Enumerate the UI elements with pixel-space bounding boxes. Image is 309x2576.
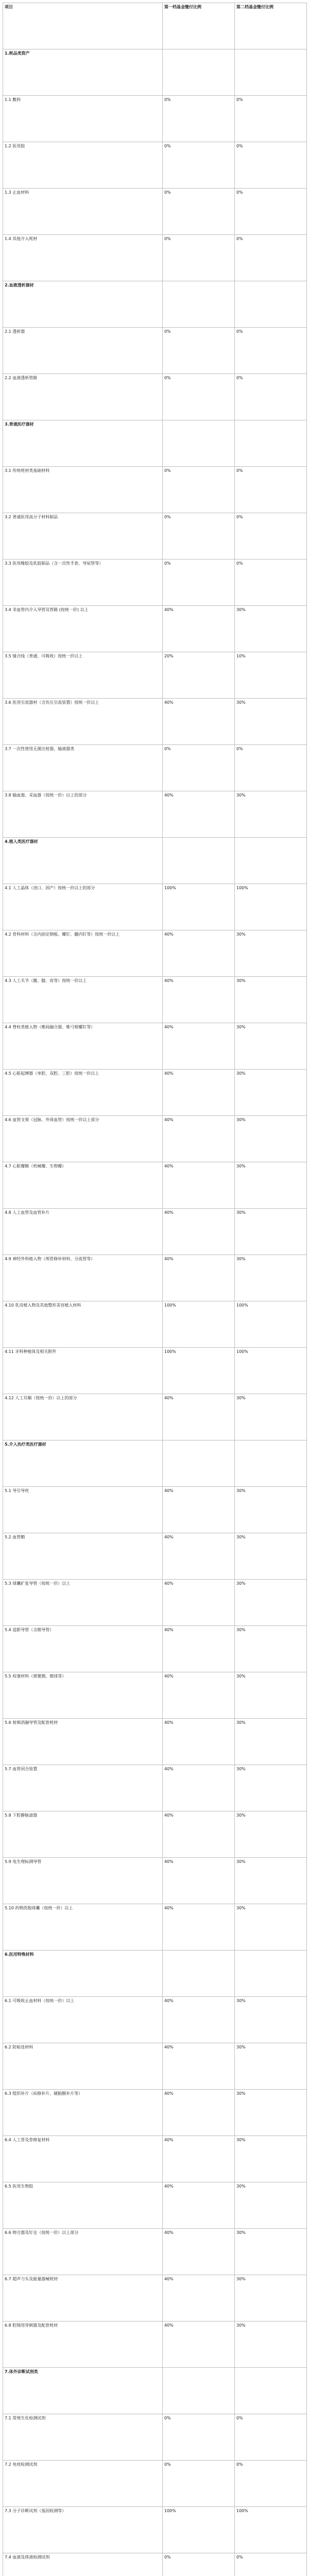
first-tier-cell xyxy=(163,2368,235,2414)
second-tier-cell: 30% xyxy=(235,1580,307,1626)
section-row xyxy=(3,2368,307,2414)
table-row xyxy=(3,606,307,652)
second-tier-cell: 30% xyxy=(235,2090,307,2136)
first-tier-cell: 0% xyxy=(163,374,235,420)
second-tier-cell: 0% xyxy=(235,2414,307,2461)
first-tier-cell: 100% xyxy=(163,1301,235,1348)
item-cell: 5.10 药物洗脱球囊（按统一价）以上 xyxy=(3,1904,163,1951)
item-cell: 1.1 敷料 xyxy=(3,96,163,142)
table-row xyxy=(3,1997,307,2043)
first-tier-cell xyxy=(163,1951,235,1997)
first-tier-cell: 40% xyxy=(163,606,235,652)
item-cell: 1.耗品类资产 xyxy=(3,49,163,96)
first-tier-cell: 0% xyxy=(163,2414,235,2461)
section-row xyxy=(3,281,307,328)
table-row xyxy=(3,374,307,420)
second-tier-cell: 30% xyxy=(235,606,307,652)
table-row xyxy=(3,560,307,606)
second-tier-cell: 0% xyxy=(235,96,307,142)
item-cell: 5.7 血管闭合装置 xyxy=(3,1765,163,1811)
item-cell: 7.2 免疫检测试剂 xyxy=(3,2461,163,2507)
second-tier-cell xyxy=(235,420,307,467)
item-cell: 7.3 分子诊断试剂（基因检测等） xyxy=(3,2507,163,2553)
item-cell: 3.3 医用橡胶及乳胶制品（含一次性手套、导尿管等） xyxy=(3,560,163,606)
second-tier-cell: 30% xyxy=(235,699,307,745)
table-row xyxy=(3,2182,307,2229)
first-tier-cell: 100% xyxy=(163,1348,235,1394)
first-tier-cell xyxy=(163,281,235,328)
table-row xyxy=(3,1580,307,1626)
table-row xyxy=(3,2090,307,2136)
table-row xyxy=(3,745,307,791)
first-tier-cell: 40% xyxy=(163,1997,235,2043)
item-cell: 6.6 吻合器及钉仓（按统一价）以上部分 xyxy=(3,2229,163,2275)
table-row xyxy=(3,1162,307,1209)
second-tier-cell: 30% xyxy=(235,1858,307,1904)
first-tier-cell: 40% xyxy=(163,1765,235,1811)
table-row xyxy=(3,96,307,142)
first-tier-cell: 40% xyxy=(163,1070,235,1116)
item-cell: 4.10 乳房植入物及其他整形美容植入材料 xyxy=(3,1301,163,1348)
table-row xyxy=(3,1116,307,1162)
section-row xyxy=(3,49,307,96)
second-tier-cell: 0% xyxy=(235,142,307,189)
second-tier-cell: 0% xyxy=(235,560,307,606)
item-cell: 3.2 普通医用高分子材料制品 xyxy=(3,513,163,560)
item-cell: 5.9 电生理标测导管 xyxy=(3,1858,163,1904)
first-tier-cell xyxy=(163,49,235,96)
item-cell: 6.4 人工骨及骨修复材料 xyxy=(3,2136,163,2182)
second-tier-cell: 0% xyxy=(235,189,307,235)
first-tier-cell: 40% xyxy=(163,1209,235,1255)
table-row xyxy=(3,2136,307,2182)
item-cell: 3.6 医用引流器材（含负压引流装置）按统一价以上 xyxy=(3,699,163,745)
first-tier-cell: 40% xyxy=(163,2182,235,2229)
item-cell: 5.6 射频消融导管及配套耗材 xyxy=(3,1719,163,1765)
item-cell: 2.1 透析器 xyxy=(3,328,163,374)
second-tier-cell: 100% xyxy=(235,884,307,930)
second-tier-cell: 30% xyxy=(235,1023,307,1070)
first-tier-cell xyxy=(163,838,235,884)
table-row xyxy=(3,2461,307,2507)
second-tier-cell xyxy=(235,2368,307,2414)
table-row xyxy=(3,699,307,745)
table-row xyxy=(3,2043,307,2090)
item-cell: 6.医用特殊材料 xyxy=(3,1951,163,1997)
first-tier-cell: 40% xyxy=(163,1162,235,1209)
item-cell: 5.3 球囊扩张导管（按统一价）以上 xyxy=(3,1580,163,1626)
item-cell: 5.5 栓塞材料（弹簧圈、微球等） xyxy=(3,1672,163,1719)
item-cell: 3.8 输血器、采血器（按统一价）以上的部分 xyxy=(3,791,163,838)
item-cell: 1.4 其他介入耗材 xyxy=(3,235,163,281)
table-row xyxy=(3,791,307,838)
table-row xyxy=(3,1348,307,1394)
table-row xyxy=(3,1626,307,1672)
header-first-tier: 第一档基金缴付比例 xyxy=(163,3,235,49)
second-tier-cell xyxy=(235,49,307,96)
first-tier-cell: 40% xyxy=(163,2043,235,2090)
second-tier-cell: 30% xyxy=(235,1533,307,1580)
first-tier-cell: 40% xyxy=(163,1023,235,1070)
second-tier-cell xyxy=(235,281,307,328)
payment-ratio-table xyxy=(3,3,307,2576)
first-tier-cell: 40% xyxy=(163,1487,235,1533)
first-tier-cell: 0% xyxy=(163,2553,235,2576)
first-tier-cell: 40% xyxy=(163,2229,235,2275)
first-tier-cell: 40% xyxy=(163,1533,235,1580)
second-tier-cell xyxy=(235,1440,307,1487)
item-cell: 3.5 缝合线（普通、可吸收）按统一价以上 xyxy=(3,652,163,699)
item-cell: 6.3 组织补片（疝修补片、硬脑膜补片等） xyxy=(3,2090,163,2136)
first-tier-cell: 40% xyxy=(163,2321,235,2368)
table-header-row xyxy=(3,3,307,49)
first-tier-cell: 0% xyxy=(163,745,235,791)
first-tier-cell: 0% xyxy=(163,189,235,235)
second-tier-cell: 30% xyxy=(235,2043,307,2090)
second-tier-cell: 0% xyxy=(235,467,307,513)
header-item: 项目 xyxy=(3,3,163,49)
second-tier-cell: 100% xyxy=(235,1301,307,1348)
second-tier-cell: 30% xyxy=(235,2229,307,2275)
second-tier-cell: 0% xyxy=(235,2553,307,2576)
table-row xyxy=(3,467,307,513)
first-tier-cell: 20% xyxy=(163,652,235,699)
second-tier-cell xyxy=(235,1951,307,1997)
item-cell: 5.1 导引导丝 xyxy=(3,1487,163,1533)
second-tier-cell: 0% xyxy=(235,2461,307,2507)
first-tier-cell: 40% xyxy=(163,2275,235,2321)
second-tier-cell: 100% xyxy=(235,2507,307,2553)
item-cell: 4.7 心脏瓣膜（机械瓣、生物瓣） xyxy=(3,1162,163,1209)
second-tier-cell: 30% xyxy=(235,2321,307,2368)
item-cell: 4.6 血管支架（冠脉、外周血管）按统一价以上部分 xyxy=(3,1116,163,1162)
first-tier-cell: 0% xyxy=(163,96,235,142)
section-row xyxy=(3,1951,307,1997)
first-tier-cell: 40% xyxy=(163,791,235,838)
second-tier-cell xyxy=(235,838,307,884)
first-tier-cell: 40% xyxy=(163,1626,235,1672)
first-tier-cell: 0% xyxy=(163,328,235,374)
item-cell: 6.1 可吸收止血材料（按统一价）以上 xyxy=(3,1997,163,2043)
table-row xyxy=(3,1904,307,1951)
first-tier-cell: 40% xyxy=(163,930,235,977)
first-tier-cell: 0% xyxy=(163,513,235,560)
second-tier-cell: 30% xyxy=(235,1626,307,1672)
first-tier-cell: 0% xyxy=(163,142,235,189)
table-row xyxy=(3,2414,307,2461)
section-row xyxy=(3,420,307,467)
item-cell: 4.1 人工晶体（进口、国产）按统一价以上的部分 xyxy=(3,884,163,930)
item-cell: 4.11 牙科种植体及相关附件 xyxy=(3,1348,163,1394)
second-tier-cell: 0% xyxy=(235,374,307,420)
second-tier-cell: 0% xyxy=(235,513,307,560)
second-tier-cell: 30% xyxy=(235,1719,307,1765)
table-row xyxy=(3,652,307,699)
second-tier-cell: 100% xyxy=(235,1348,307,1394)
first-tier-cell: 40% xyxy=(163,2136,235,2182)
item-cell: 1.2 医用胶 xyxy=(3,142,163,189)
second-tier-cell: 30% xyxy=(235,1904,307,1951)
first-tier-cell: 0% xyxy=(163,235,235,281)
first-tier-cell: 40% xyxy=(163,1116,235,1162)
table-row xyxy=(3,2553,307,2576)
first-tier-cell xyxy=(163,420,235,467)
item-cell: 5.8 下腔静脉滤器 xyxy=(3,1811,163,1858)
second-tier-cell: 30% xyxy=(235,1255,307,1301)
table-row xyxy=(3,328,307,374)
first-tier-cell: 40% xyxy=(163,1394,235,1440)
item-cell: 3.4 非血管内介入导管及管路 (按统一价) 以上 xyxy=(3,606,163,652)
item-cell: 4.植入类医疗器材 xyxy=(3,838,163,884)
first-tier-cell: 0% xyxy=(163,2461,235,2507)
item-cell: 2.血液透析器材 xyxy=(3,281,163,328)
table-row xyxy=(3,1487,307,1533)
item-cell: 5.4 造影导管（含微导管） xyxy=(3,1626,163,1672)
first-tier-cell: 40% xyxy=(163,977,235,1023)
item-cell: 4.3 人工关节（髋、膝、肩等）按统一价以上 xyxy=(3,977,163,1023)
item-cell: 3.普通医疗器材 xyxy=(3,420,163,467)
first-tier-cell: 40% xyxy=(163,1904,235,1951)
table-row xyxy=(3,1858,307,1904)
table-row xyxy=(3,513,307,560)
first-tier-cell: 40% xyxy=(163,2090,235,2136)
item-cell: 7.4 血液及体液检测试剂 xyxy=(3,2553,163,2576)
second-tier-cell: 0% xyxy=(235,328,307,374)
second-tier-cell: 30% xyxy=(235,2136,307,2182)
table-row xyxy=(3,977,307,1023)
first-tier-cell: 40% xyxy=(163,1255,235,1301)
item-cell: 6.5 医用生物胶 xyxy=(3,2182,163,2229)
table-row xyxy=(3,1672,307,1719)
second-tier-cell: 30% xyxy=(235,1394,307,1440)
second-tier-cell: 30% xyxy=(235,930,307,977)
table-row xyxy=(3,930,307,977)
table-row xyxy=(3,1070,307,1116)
item-cell: 1.3 止血材料 xyxy=(3,189,163,235)
first-tier-cell: 40% xyxy=(163,1719,235,1765)
header-second-tier: 第二档基金缴付比例 xyxy=(235,3,307,49)
item-cell: 7.1 常规生化检测试剂 xyxy=(3,2414,163,2461)
second-tier-cell: 30% xyxy=(235,791,307,838)
first-tier-cell: 0% xyxy=(163,560,235,606)
second-tier-cell: 30% xyxy=(235,1997,307,2043)
second-tier-cell: 30% xyxy=(235,977,307,1023)
table-row xyxy=(3,2275,307,2321)
second-tier-cell: 30% xyxy=(235,1070,307,1116)
item-cell: 5.介入治疗类医疗器材 xyxy=(3,1440,163,1487)
second-tier-cell: 30% xyxy=(235,1116,307,1162)
item-cell: 4.9 神经外科植入物（颅骨修补材料、分流管等） xyxy=(3,1255,163,1301)
first-tier-cell: 40% xyxy=(163,1811,235,1858)
second-tier-cell: 30% xyxy=(235,1162,307,1209)
item-cell: 4.8 人工血管及血管补片 xyxy=(3,1209,163,1255)
item-cell: 4.4 脊柱类植入物（椎间融合器、椎弓根螺钉等） xyxy=(3,1023,163,1070)
second-tier-cell: 30% xyxy=(235,1811,307,1858)
first-tier-cell: 40% xyxy=(163,699,235,745)
table-row xyxy=(3,1023,307,1070)
item-cell: 4.5 心脏起搏器（单腔、双腔、三腔）按统一价以上 xyxy=(3,1070,163,1116)
item-cell: 4.12 人工耳蜗（按统一价）以上的部分 xyxy=(3,1394,163,1440)
table-row xyxy=(3,884,307,930)
item-cell: 5.2 血管鞘 xyxy=(3,1533,163,1580)
item-cell: 3.1 传统耗材类基础材料 xyxy=(3,467,163,513)
second-tier-cell: 10% xyxy=(235,652,307,699)
table-row xyxy=(3,1811,307,1858)
second-tier-cell: 30% xyxy=(235,1209,307,1255)
table-row xyxy=(3,189,307,235)
second-tier-cell: 30% xyxy=(235,1487,307,1533)
table-row xyxy=(3,1301,307,1348)
item-cell: 6.8 腔镜用穿刺器及配套耗材 xyxy=(3,2321,163,2368)
second-tier-cell: 30% xyxy=(235,2275,307,2321)
table-row xyxy=(3,2321,307,2368)
item-cell: 4.2 骨科材料（含内固定钢板、螺钉、髓内钉等）按统一价以上 xyxy=(3,930,163,977)
first-tier-cell: 0% xyxy=(163,467,235,513)
section-row xyxy=(3,838,307,884)
table-row xyxy=(3,235,307,281)
second-tier-cell: 0% xyxy=(235,745,307,791)
item-cell: 6.7 超声刀头及能量器械耗材 xyxy=(3,2275,163,2321)
first-tier-cell: 100% xyxy=(163,884,235,930)
item-cell: 2.2 血液透析管路 xyxy=(3,374,163,420)
item-cell: 7.体外诊断试剂类 xyxy=(3,2368,163,2414)
first-tier-cell xyxy=(163,1440,235,1487)
table-row xyxy=(3,2229,307,2275)
table-row xyxy=(3,1533,307,1580)
table-row xyxy=(3,1255,307,1301)
second-tier-cell: 0% xyxy=(235,235,307,281)
table-row xyxy=(3,2507,307,2553)
second-tier-cell: 30% xyxy=(235,1672,307,1719)
table-row xyxy=(3,1394,307,1440)
section-row xyxy=(3,1440,307,1487)
first-tier-cell: 40% xyxy=(163,1580,235,1626)
item-cell: 3.7 一次性使用无菌注射器、输液器类 xyxy=(3,745,163,791)
first-tier-cell: 40% xyxy=(163,1672,235,1719)
first-tier-cell: 100% xyxy=(163,2507,235,2553)
item-cell: 6.2 防粘连材料 xyxy=(3,2043,163,2090)
table-row xyxy=(3,1209,307,1255)
table-row xyxy=(3,1719,307,1765)
table-row xyxy=(3,1765,307,1811)
first-tier-cell: 40% xyxy=(163,1858,235,1904)
second-tier-cell: 30% xyxy=(235,2182,307,2229)
second-tier-cell: 30% xyxy=(235,1765,307,1811)
table-row xyxy=(3,142,307,189)
